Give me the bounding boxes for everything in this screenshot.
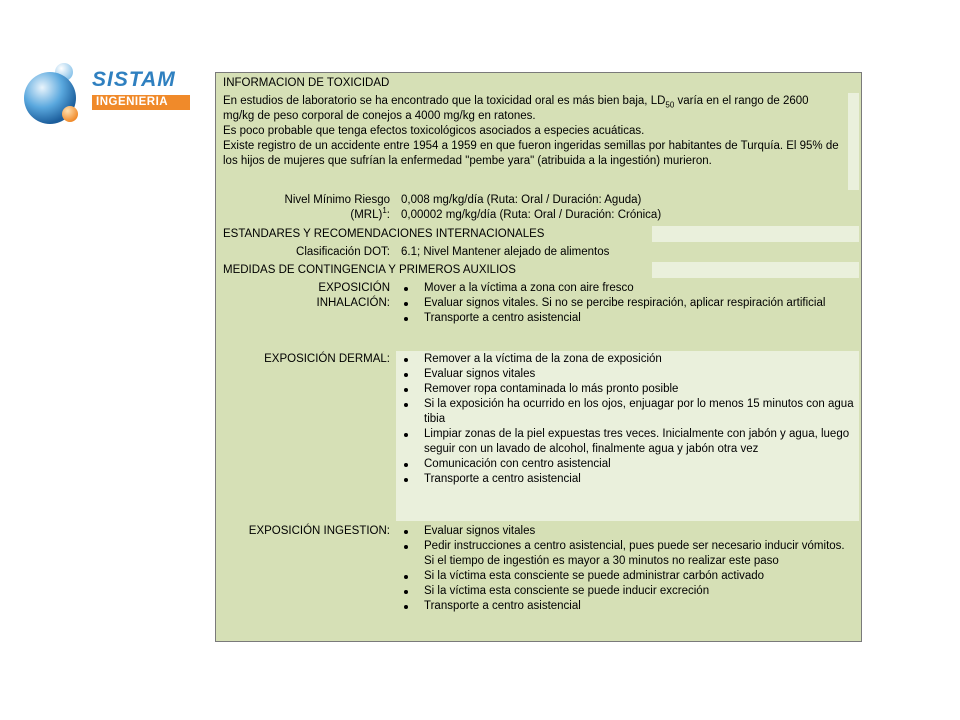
dot-value: 6.1; Nivel Mantener alejado de alimentos: [396, 244, 859, 260]
standards-header-row: [218, 226, 859, 242]
list-item: Mover a la víctima a zona con aire fresco: [424, 281, 855, 296]
mrl-label: Nivel Mínimo Riesgo (MRL)$^1$:: [218, 192, 394, 224]
list-item: Comunicación con centro asistencial: [424, 457, 855, 472]
ingestion-steps: [396, 523, 859, 639]
toxicity-header-row: [218, 75, 859, 91]
mrl-value-acute: 0,008 mg/kg/día (Ruta: Oral / Duración: Aguda): [401, 194, 642, 206]
contingency-header-fill: [652, 262, 859, 278]
standards-header: ESTANDARES Y RECOMENDACIONES INTERNACIONALES: [218, 226, 650, 242]
list-item: Transporte a centro asistencial: [424, 472, 855, 487]
toxicity-header: INFORMACION DE TOXICIDAD: [218, 75, 859, 91]
toxicity-text: [218, 93, 846, 190]
inhalation-row: [218, 280, 859, 349]
toxicity-paragraph-2: Es poco probable que tenga efectos toxicológicos asociados a especies acuáticas.: [223, 125, 645, 137]
logo-spheres-icon: [24, 58, 94, 130]
list-item: Si la víctima esta consciente se puede inducir excreción: [424, 584, 855, 599]
inhalation-steps: [396, 280, 859, 349]
inhalation-label: EXPOSICIÓN INHALACIÓN:: [218, 280, 394, 349]
mrl-row: [218, 192, 859, 224]
list-item: Evaluar signos vitales. Si no se percibe respiración, aplicar respiración artificial: [424, 296, 855, 311]
standards-header-fill: [652, 226, 859, 242]
list-item: Remover ropa contaminada lo más pronto posible: [424, 382, 855, 397]
toxicity-table: [215, 72, 862, 642]
contingency-header: MEDIDAS DE CONTINGENCIA Y PRIMEROS AUXILIOS: [218, 262, 650, 278]
toxicity-text-row: [218, 93, 859, 190]
dermal-row: [218, 351, 859, 521]
dot-label: Clasificación DOT:: [218, 244, 394, 260]
list-item: Si la víctima esta consciente se puede administrar carbón activado: [424, 569, 855, 584]
dot-row: [218, 244, 859, 260]
logo-subtitle: INGENIERIA: [92, 95, 190, 110]
company-logo: [24, 58, 174, 130]
toxicity-paragraph-1: En estudios de laboratorio se ha encontrado que la toxicidad oral es más bien baja, $LD_{50}$ varía en el rango de 2600 mg/kg de peso corporal de conejos a 4000 mg/kg en ratones.: [223, 95, 809, 122]
list-item: Transporte a centro asistencial: [424, 599, 855, 614]
list-item: Transporte a centro asistencial: [424, 311, 855, 326]
toxicity-side-cell: [848, 93, 859, 190]
toxicity-paragraph-3: Existe registro de un accidente entre 1954 a 1959 en que fueron ingeridas semillas por habitantes de Turquía. El 95% de los hijos de mujeres que sufrían la enfermedad "pembe yara" (atribuida a la ingestión) murieron.: [223, 140, 839, 167]
list-item: Si la exposición ha ocurrido en los ojos, enjuagar por lo menos 15 minutos con agua tibia: [424, 398, 854, 425]
mrl-values: [396, 192, 859, 224]
dermal-steps: [396, 351, 859, 521]
contingency-header-row: [218, 262, 859, 278]
list-item: Pedir instrucciones a centro asistencial, pues puede ser necesario inducir vómitos. Si el tiempo de ingestión es mayor a 30 minutos no realizar este paso: [424, 539, 855, 569]
logo-brand-text: SISTAM: [92, 68, 176, 91]
list-item: Evaluar signos vitales: [424, 524, 855, 539]
dermal-label: EXPOSICIÓN DERMAL:: [218, 351, 394, 521]
list-item: Remover a la víctima de la zona de exposición: [424, 352, 855, 367]
list-item: Evaluar signos vitales: [424, 367, 855, 382]
list-item: Limpiar zonas de la piel expuestas tres veces. Inicialmente con jabón y agua, luego seguir con un lavado de alcohol, finalmente agua y jabón otra vez: [424, 427, 855, 457]
mrl-value-chronic: 0,00002 mg/kg/día (Ruta: Oral / Duración: Crónica): [401, 209, 662, 221]
ingestion-label: EXPOSICIÓN INGESTION:: [218, 523, 394, 639]
ingestion-row: [218, 523, 859, 639]
